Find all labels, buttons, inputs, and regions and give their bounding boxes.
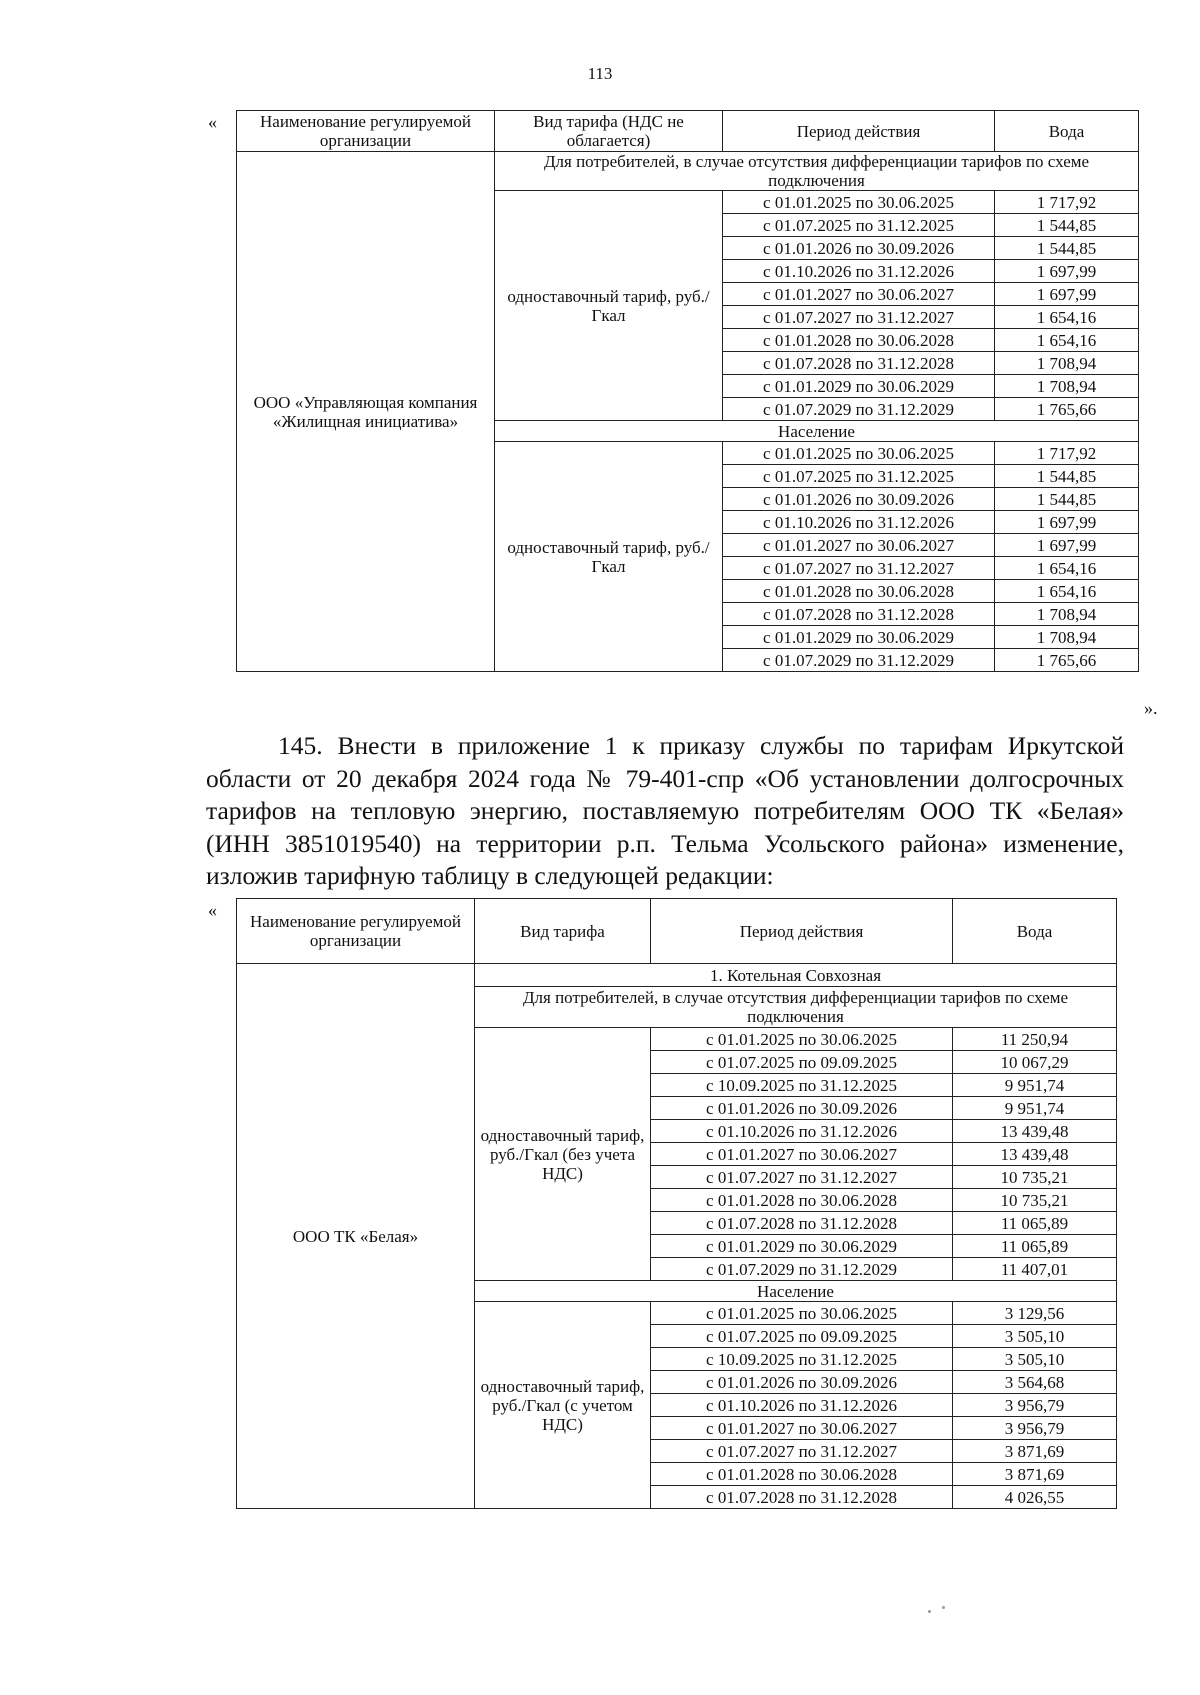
tariff-table-2	[236, 898, 1117, 1509]
section-title: Для потребителей, в случае отсутствия дифференциации тарифов по схеме подключения	[495, 152, 1139, 191]
section-title: Для потребителей, в случае отсутствия дифференциации тарифов по схеме подключения	[475, 987, 1117, 1028]
period-cell: с 01.07.2025 по 31.12.2025	[723, 465, 995, 488]
period-cell: с 01.01.2025 по 30.06.2025	[651, 1302, 953, 1325]
period-cell: с 10.09.2025 по 31.12.2025	[651, 1074, 953, 1097]
section-title-row	[237, 152, 1139, 191]
scan-speck	[928, 1610, 931, 1613]
value-cell: 1 708,94	[995, 626, 1139, 649]
organization-cell: ООО ТК «Белая»	[237, 964, 475, 1509]
boiler-row	[237, 964, 1117, 987]
value-cell: 1 708,94	[995, 352, 1139, 375]
boiler-title: 1. Котельная Совхозная	[475, 964, 1117, 987]
value-cell: 11 065,89	[953, 1212, 1117, 1235]
value-cell: 1 654,16	[995, 329, 1139, 352]
period-cell: с 01.10.2026 по 31.12.2026	[651, 1120, 953, 1143]
period-cell: с 01.07.2027 по 31.12.2027	[651, 1440, 953, 1463]
period-cell: с 01.07.2025 по 31.12.2025	[723, 214, 995, 237]
period-cell: с 01.07.2029 по 31.12.2029	[651, 1258, 953, 1281]
value-cell: 1 708,94	[995, 603, 1139, 626]
value-cell: 1 654,16	[995, 557, 1139, 580]
quote-open-2: «	[208, 900, 217, 920]
value-cell: 10 067,29	[953, 1051, 1117, 1074]
page-number: 113	[587, 64, 613, 83]
header-org: Наименование регулируемой организации	[237, 899, 475, 964]
value-cell: 1 544,85	[995, 488, 1139, 511]
period-cell: с 01.07.2028 по 31.12.2028	[651, 1486, 953, 1509]
tariff-type-cell: одноставочный тариф, руб./Гкал (с учетом НДС)	[475, 1302, 651, 1509]
period-cell: с 01.01.2027 по 30.06.2027	[723, 534, 995, 557]
header-tariff-type: Вид тарифа	[475, 899, 651, 964]
value-cell: 11 250,94	[953, 1028, 1117, 1051]
period-cell: с 01.01.2029 по 30.06.2029	[651, 1235, 953, 1258]
value-cell: 10 735,21	[953, 1189, 1117, 1212]
section-title: Население	[475, 1281, 1117, 1302]
period-cell: с 01.01.2028 по 30.06.2028	[723, 329, 995, 352]
scan-speck	[942, 1606, 945, 1609]
value-cell: 3 871,69	[953, 1440, 1117, 1463]
header-period: Период действия	[723, 111, 995, 152]
value-cell: 1 717,92	[995, 191, 1139, 214]
period-cell: с 01.07.2029 по 31.12.2029	[723, 398, 995, 421]
quote-open-1: «	[208, 112, 217, 132]
period-cell: с 01.01.2027 по 30.06.2027	[651, 1417, 953, 1440]
period-cell: с 01.10.2026 по 31.12.2026	[723, 511, 995, 534]
section-title: Население	[495, 421, 1139, 442]
period-cell: с 01.07.2025 по 09.09.2025	[651, 1051, 953, 1074]
value-cell: 1 697,99	[995, 511, 1139, 534]
value-cell: 13 439,48	[953, 1143, 1117, 1166]
period-cell: с 01.01.2027 по 30.06.2027	[723, 283, 995, 306]
value-cell: 11 407,01	[953, 1258, 1117, 1281]
value-cell: 1 544,85	[995, 214, 1139, 237]
header-tariff-type: Вид тарифа (НДС не облагается)	[495, 111, 723, 152]
header-org: Наименование регулируемой организации	[237, 111, 495, 152]
value-cell: 3 505,10	[953, 1348, 1117, 1371]
tariff-type-cell: одноставочный тариф, руб./Гкал	[495, 442, 723, 672]
value-cell: 11 065,89	[953, 1235, 1117, 1258]
value-cell: 3 564,68	[953, 1371, 1117, 1394]
period-cell: с 01.01.2026 по 30.09.2026	[651, 1371, 953, 1394]
value-cell: 13 439,48	[953, 1120, 1117, 1143]
tariff-table-1-body	[237, 111, 1139, 672]
header-value: Вода	[953, 899, 1117, 964]
value-cell: 1 717,92	[995, 442, 1139, 465]
table-header-row	[237, 111, 1139, 152]
value-cell: 9 951,74	[953, 1074, 1117, 1097]
period-cell: с 01.07.2028 по 31.12.2028	[723, 603, 995, 626]
value-cell: 1 765,66	[995, 649, 1139, 672]
header-value: Вода	[995, 111, 1139, 152]
period-cell: с 01.01.2026 по 30.09.2026	[723, 488, 995, 511]
value-cell: 3 871,69	[953, 1463, 1117, 1486]
period-cell: с 01.07.2027 по 31.12.2027	[723, 306, 995, 329]
value-cell: 3 129,56	[953, 1302, 1117, 1325]
period-cell: с 01.01.2029 по 30.06.2029	[723, 375, 995, 398]
period-cell: с 01.07.2025 по 09.09.2025	[651, 1325, 953, 1348]
tariff-type-cell: одноставочный тариф, руб./Гкал	[495, 191, 723, 421]
period-cell: с 01.07.2029 по 31.12.2029	[723, 649, 995, 672]
period-cell: с 10.09.2025 по 31.12.2025	[651, 1348, 953, 1371]
period-cell: с 01.01.2029 по 30.06.2029	[723, 626, 995, 649]
value-cell: 3 956,79	[953, 1394, 1117, 1417]
period-cell: с 01.01.2026 по 30.09.2026	[723, 237, 995, 260]
period-cell: с 01.01.2027 по 30.06.2027	[651, 1143, 953, 1166]
tariff-table-1	[236, 110, 1139, 672]
value-cell: 3 505,10	[953, 1325, 1117, 1348]
value-cell: 1 544,85	[995, 237, 1139, 260]
period-cell: с 01.01.2025 по 30.06.2025	[723, 191, 995, 214]
value-cell: 1 708,94	[995, 375, 1139, 398]
value-cell: 1 654,16	[995, 580, 1139, 603]
period-cell: с 01.10.2026 по 31.12.2026	[723, 260, 995, 283]
period-cell: с 01.01.2028 по 30.06.2028	[723, 580, 995, 603]
value-cell: 1 697,99	[995, 534, 1139, 557]
period-cell: с 01.10.2026 по 31.12.2026	[651, 1394, 953, 1417]
period-cell: с 01.01.2028 по 30.06.2028	[651, 1189, 953, 1212]
value-cell: 9 951,74	[953, 1097, 1117, 1120]
value-cell: 1 765,66	[995, 398, 1139, 421]
tariff-type-cell: одноставочный тариф, руб./Гкал (без учета НДС)	[475, 1028, 651, 1281]
table-header-row	[237, 899, 1117, 964]
value-cell: 1 654,16	[995, 306, 1139, 329]
period-cell: с 01.07.2027 по 31.12.2027	[651, 1166, 953, 1189]
period-cell: с 01.07.2028 по 31.12.2028	[651, 1212, 953, 1235]
period-cell: с 01.07.2027 по 31.12.2027	[723, 557, 995, 580]
value-cell: 10 735,21	[953, 1166, 1117, 1189]
value-cell: 1 544,85	[995, 465, 1139, 488]
period-cell: с 01.07.2028 по 31.12.2028	[723, 352, 995, 375]
header-period: Период действия	[651, 899, 953, 964]
tariff-table-2-body	[237, 899, 1117, 1509]
period-cell: с 01.01.2028 по 30.06.2028	[651, 1463, 953, 1486]
value-cell: 1 697,99	[995, 260, 1139, 283]
organization-cell: ООО «Управляющая компания «Жилищная инициатива»	[237, 152, 495, 672]
period-cell: с 01.01.2025 по 30.06.2025	[651, 1028, 953, 1051]
period-cell: с 01.01.2026 по 30.09.2026	[651, 1097, 953, 1120]
value-cell: 4 026,55	[953, 1486, 1117, 1509]
period-cell: с 01.01.2025 по 30.06.2025	[723, 442, 995, 465]
quote-close-1: ».	[1144, 698, 1158, 718]
value-cell: 1 697,99	[995, 283, 1139, 306]
value-cell: 3 956,79	[953, 1417, 1117, 1440]
amendment-paragraph: 145. Внести в приложение 1 к приказу службы по тарифам Иркутской области от 20 декабря 2024 года № 79-401-спр «Об установлении долгосрочных тарифов на тепловую энергию, поставляемую потребителям ООО ТК «Белая» (ИНН 3851019540) на территории р.п. Тельма Усольского района» изменение, изложив тарифную таблицу в следующей редакции:	[206, 731, 1124, 890]
